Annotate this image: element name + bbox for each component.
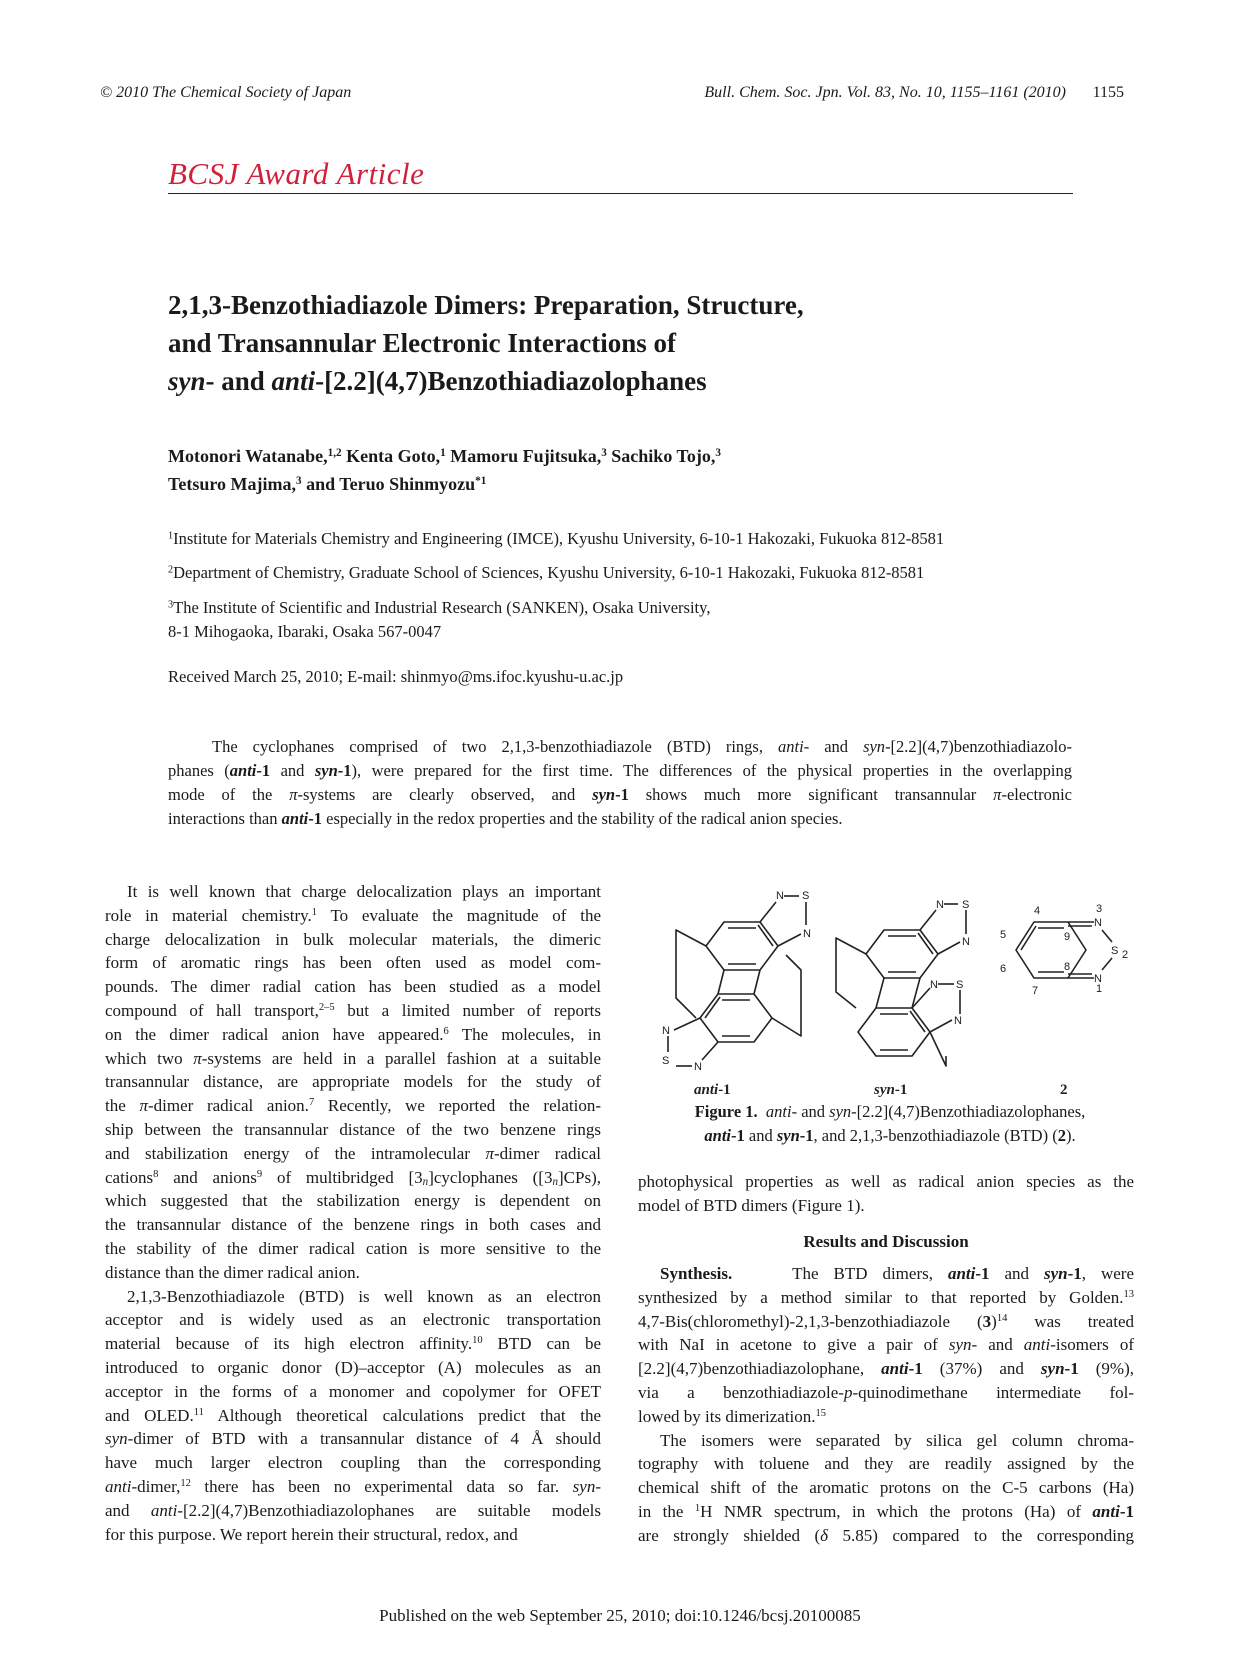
- abstract-line: interactions than anti-1 especially in the redox properties and the stability of the radical anion species.: [168, 809, 843, 828]
- body-line: are strongly shielded (δ 5.85) compared to the corresponding: [638, 1525, 1134, 1545]
- affiliation-3-address: 8-1 Mihogaoka, Ibaraki, Osaka 567-0047: [168, 622, 442, 641]
- body-line: 4,7-Bis(chloromethyl)-2,1,3-benzothiadiazole $(3)^{14}$ was treated: [638, 1311, 1134, 1331]
- author-name: Mamoru Fujitsuka,: [445, 446, 602, 466]
- figure-1-structures: [636, 880, 1136, 1100]
- abstract-line: The cyclophanes comprised of two 2,1,3-benzothiadiazole (BTD) rings, anti- and syn-[2.2](4,7)benzothiadiazolo-: [212, 737, 1072, 756]
- body-line: chemical shift of the aromatic protons on the C-5 carbons (Ha): [638, 1478, 1134, 1498]
- body-line: material because of its high electron affinity.$^{10}$ BTD can be: [105, 1334, 602, 1354]
- banner-rule: [168, 193, 1073, 194]
- running-header-left: © 2010 The Chemical Society of Japan: [100, 84, 352, 101]
- body-line: transannular distance, are appropriate models for the study of: [105, 1072, 601, 1092]
- title-rest: -[2.2](4,7)Benzothiadiazolophanes: [315, 366, 707, 396]
- author-name: Kenta Goto,: [341, 446, 441, 466]
- author-affil-mark: 1,2: [327, 446, 342, 459]
- syn-bridge-left: [836, 938, 866, 1008]
- figure-1-caption: Figure 1. anti- and syn-[2.2](4,7)Benzothiadiazolophanes, anti-1 and syn-1, and 2,1,3-benzothiadiazole (BTD) (2).: [694, 1102, 1086, 1145]
- author-line-1: [168, 442, 1068, 470]
- atom-number: 1: [1096, 983, 1103, 995]
- body-line: the stability of the dimer radical cation is more sensitive to the: [105, 1238, 601, 1258]
- body-line: It is well known that charge delocalization plays an important: [127, 882, 601, 901]
- abstract: [168, 735, 1072, 831]
- body-line: The isomers were separated by silica gel column chroma-: [660, 1430, 1134, 1450]
- body-line: pounds. The dimer radial cation has been studied as a model: [105, 977, 601, 997]
- affiliation-mark: 1: [168, 530, 174, 542]
- body-line: the π-dimer radical anion.$^7$ Recently, we reported the relation-: [105, 1096, 601, 1116]
- title-and: - and: [205, 366, 272, 396]
- author-affil-mark: 1: [440, 446, 446, 459]
- anti-bridge-right: [772, 955, 801, 1036]
- author-line-2: [168, 470, 1068, 498]
- affiliation-mark: 2: [168, 564, 174, 576]
- title-line-3: [168, 362, 1068, 400]
- page-number: 1155: [1092, 84, 1124, 101]
- body-line: syn-dimer of BTD with a transannular distance of 4 Å should: [105, 1429, 601, 1449]
- atom-label: N: [662, 1025, 670, 1037]
- abstract-line: mode of the π-systems are clearly observed, and syn-1 shows much more significant transannular π-electronic: [168, 785, 1072, 804]
- anti-bridge-left: [676, 930, 706, 1018]
- body-line: the transannular distance of the benzene rings in both cases and: [105, 1215, 601, 1235]
- atom-label: S: [1111, 945, 1119, 957]
- atom-label: N: [694, 1061, 702, 1073]
- body-right-column-cont: [638, 1262, 1134, 1548]
- author-name: Sachiko Tojo,: [606, 446, 716, 466]
- body-line: tography with toluene and they are readily assigned by the: [638, 1454, 1134, 1474]
- body-line: introduced to organic donor (D)–acceptor (A) molecules as an: [105, 1357, 601, 1377]
- atom-number: 9: [1064, 931, 1071, 943]
- affiliation-text: Institute for Materials Chemistry and Engineering (IMCE), Kyushu University, 6-10-1 Hakozaki, Fukuoka 812-8581: [173, 529, 945, 548]
- abstract-line: phanes (anti-1 and syn-1), were prepared for the first time. The differences of the physical properties in the overlapping: [168, 761, 1072, 780]
- atom-number: 4: [1034, 905, 1041, 917]
- atom-label: N: [1094, 973, 1102, 985]
- body-line: photophysical properties as well as radical anion species as the: [638, 1172, 1134, 1191]
- author-list: [168, 442, 1068, 498]
- syn-lower-benzene-ring: [858, 1008, 930, 1056]
- atom-number: 2: [1122, 949, 1129, 961]
- atom-label: N: [776, 890, 784, 902]
- body-line: which suggested that the stabilization energy is dependent on: [105, 1191, 601, 1211]
- body-line: charge delocalization in bulk molecular materials, the dimeric: [105, 929, 601, 949]
- received-line: Received March 25, 2010; E-mail: shinmyo@ms.ifoc.kyushu-u.ac.jp: [168, 667, 624, 686]
- affiliation-text: The Institute of Scientific and Industrial Research (SANKEN), Osaka University,: [173, 598, 711, 617]
- body-line: compound of hall transport,$^{2-5}$ but a limited number of reports: [105, 1000, 601, 1020]
- affiliation-3: [168, 596, 710, 620]
- body-right-column: [638, 1170, 1134, 1218]
- btd-benzene-ring: [1016, 922, 1086, 978]
- body-line: synthesized by a method similar to that reported by Golden.$^{13}$: [638, 1287, 1134, 1307]
- body-left-column: [105, 880, 601, 1546]
- title-anti: anti: [271, 366, 316, 396]
- affiliation-2: [168, 561, 924, 585]
- body-line: have much larger electron coupling than the corresponding: [105, 1453, 601, 1473]
- atom-label: N: [936, 899, 944, 911]
- atom-label: N: [954, 1015, 962, 1027]
- syn-upper-benzene-ring: [866, 930, 938, 978]
- body-line: with NaI in acetone to give a pair of syn- and anti-isomers of: [638, 1335, 1134, 1355]
- atom-label: S: [802, 890, 810, 902]
- affiliation-1: [168, 527, 944, 551]
- title-line-2: and Transannular Electronic Interactions of: [168, 328, 677, 358]
- body-line: acceptor and is widely used as an electronic transportation: [105, 1310, 601, 1330]
- running-header-journal: Bull. Chem. Soc. Jpn. Vol. 83, No. 10, 1155–1161 (2010): [704, 84, 1066, 101]
- atom-number: 8: [1064, 961, 1071, 973]
- body-line: role in material chemistry.$^1$ To evaluate the magnitude of the: [105, 905, 601, 925]
- body-line: via a benzothiadiazole-p-quinodimethane intermediate fol-: [638, 1382, 1134, 1402]
- body-line: ship between the transannular distance of the two benzene rings: [105, 1119, 601, 1139]
- author-affil-mark: 3: [296, 474, 302, 487]
- author-affil-mark: 3: [601, 446, 607, 459]
- body-line: distance than the dimer radical anion.: [105, 1262, 360, 1282]
- atom-label: S: [662, 1055, 670, 1067]
- compound-label-anti-1: anti-1: [694, 1082, 731, 1098]
- body-line: which two π-systems are held in a parallel fashion at a suitable: [105, 1048, 601, 1068]
- atom-number: 5: [1000, 929, 1007, 941]
- atom-number: 7: [1032, 985, 1039, 997]
- title-line-1: 2,1,3-Benzothiadiazole Dimers: Preparation, Structure,: [168, 290, 804, 320]
- affiliation-mark: 3: [168, 599, 174, 611]
- body-line: for this purpose. We report herein their structural, redox, and: [105, 1524, 518, 1544]
- anti-upper-benzene-ring: [706, 922, 778, 970]
- body-line: and stabilization energy of the intramolecular π-dimer radical: [105, 1143, 601, 1163]
- body-line: and OLED.$^{11}$ Although theoretical calculations predict that the: [105, 1405, 601, 1425]
- author-affil-mark: 3: [715, 446, 721, 459]
- body-line: [2.2](4,7)benzothiadiazolophane, anti-1 (37%) and syn-1 (9%),: [638, 1359, 1135, 1379]
- atom-number: 3: [1096, 903, 1103, 915]
- syn-bridge-right: [930, 1032, 946, 1066]
- body-line: anti-dimer,$^{12}$ there has been no experimental data so far. syn-: [105, 1476, 601, 1496]
- article-type-banner: BCSJ Award Article: [168, 156, 425, 191]
- author-name: and Teruo Shinmyozu: [301, 474, 476, 494]
- atom-number: 6: [1000, 963, 1007, 975]
- body-line: form of aromatic rings has been often used as model com-: [105, 953, 601, 973]
- article-title: [168, 286, 1068, 400]
- affiliation-text: Department of Chemistry, Graduate School of Sciences, Kyushu University, 6-10-1 Hakozaki, Fukuoka 812-8581: [173, 563, 925, 582]
- body-line: on the dimer radical anion have appeared.$^6$ The molecules, in: [105, 1024, 601, 1044]
- atom-label: S: [956, 979, 964, 991]
- body-line: model of BTD dimers (Figure 1).: [638, 1195, 865, 1215]
- atom-label: N: [803, 928, 811, 940]
- body-line: 2,1,3-Benzothiadiazole (BTD) is well known as an electron: [127, 1286, 601, 1306]
- body-line: cations$^8$ and anions$^9$ of multibridged $[3_n]cyclophanes$ $([3_n]CPs)$,: [105, 1167, 601, 1188]
- compound-label-2: 2: [1060, 1082, 1068, 1098]
- author-name: Motonori Watanabe,: [168, 446, 328, 466]
- atom-label: S: [962, 899, 970, 911]
- caption-label: Figure 1.: [694, 1102, 758, 1121]
- anti-lower-benzene-ring: [700, 994, 772, 1042]
- publication-footer: Published on the web September 25, 2010; doi:10.1246/bcsj.20100085: [379, 1606, 861, 1625]
- section-heading-results: Results and Discussion: [803, 1232, 969, 1251]
- atom-label: N: [1094, 917, 1102, 929]
- author-name: Tetsuro Majima,: [168, 474, 296, 494]
- body-line: acceptor in the forms of a monomer and copolymer for OFET: [105, 1381, 601, 1401]
- title-syn: syn: [168, 366, 206, 396]
- atom-label: N: [962, 936, 970, 948]
- compound-label-syn-1: syn-1: [874, 1082, 908, 1098]
- body-line: in the $^1$H NMR spectrum, in which the protons (Ha) of anti-1: [638, 1501, 1134, 1521]
- body-line: Synthesis. The BTD dimers, anti-1 and syn-1, were: [660, 1264, 1135, 1283]
- body-line: and anti-[2.2](4,7)Benzothiadiazolophanes are suitable models: [105, 1500, 601, 1520]
- author-affil-mark: *1: [475, 474, 487, 487]
- body-line: lowed by its dimerization.$^{15}$: [638, 1406, 827, 1426]
- atom-label: N: [930, 979, 938, 991]
